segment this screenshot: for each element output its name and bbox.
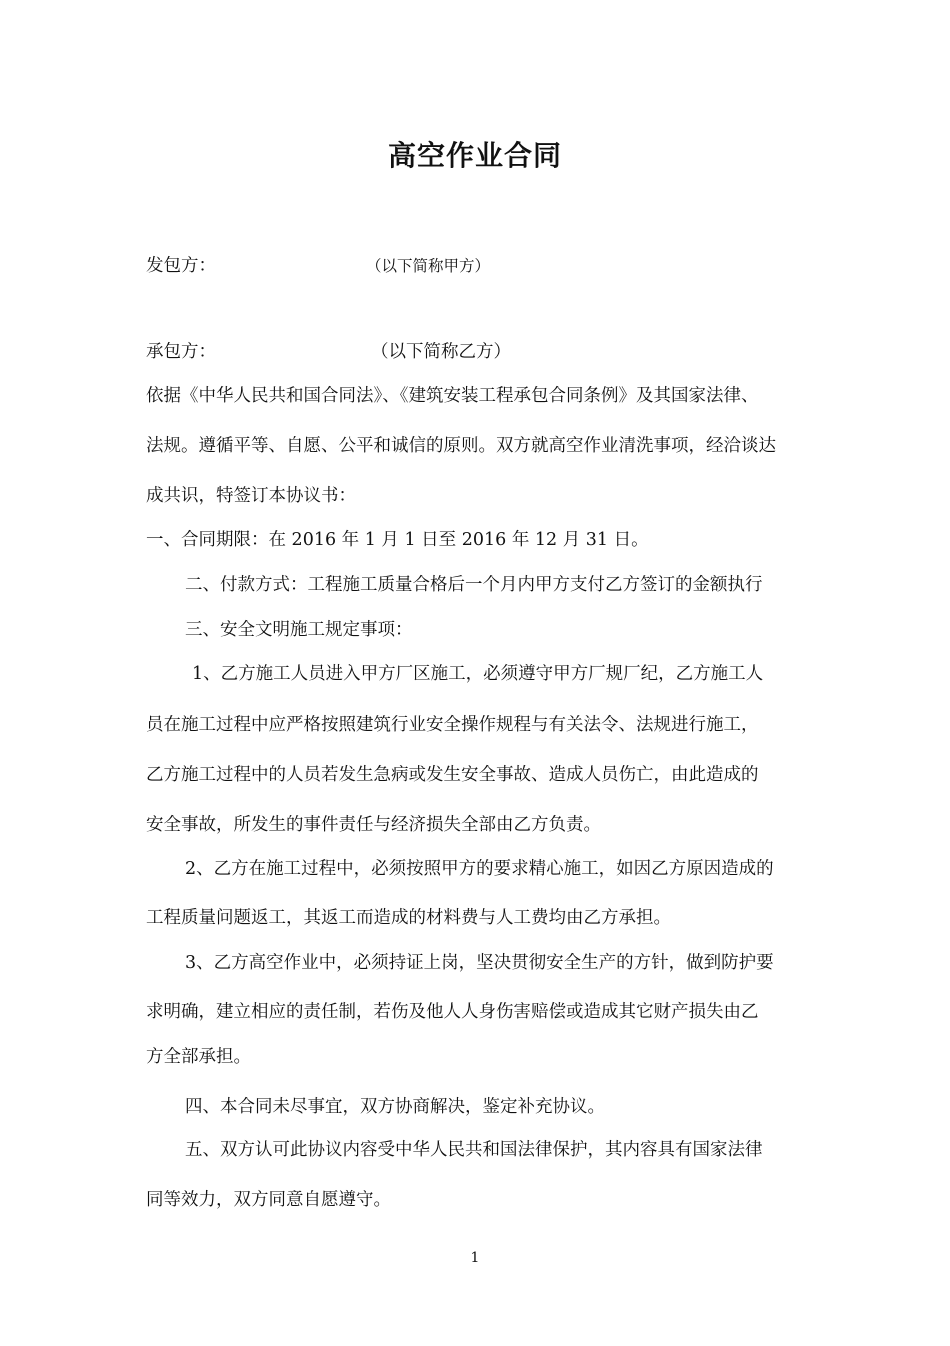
document-title: 高空作业合同 [387, 139, 562, 172]
party-a-note: （以下简称甲方） [366, 257, 491, 275]
item-3-line-3: 方全部承担。 [146, 1047, 251, 1067]
item-3-line-2: 求明确，建立相应的责任制，若伤及他人人身伤害赔偿或造成其它财产损失由乙 [146, 1002, 759, 1022]
item-1-line-3: 乙方施工过程中的人员若发生急病或发生安全事故、造成人员伤亡，由此造成的 [146, 765, 759, 785]
party-a-label: 发包方： [146, 256, 216, 276]
clause-5-line-1: 五、双方认可此协议内容受中华人民共和国法律保护，其内容具有国家法律 [185, 1140, 763, 1160]
item-2-line-2: 工程质量问题返工，其返工而造成的材料费与人工费均由乙方承担。 [146, 908, 671, 928]
party-b-line [146, 340, 816, 364]
item-1-line-2: 员在施工过程中应严格按照建筑行业安全操作规程与有关法令、法规进行施工， [146, 715, 759, 735]
party-b-label: 承包方： [146, 342, 216, 362]
clause-5-line-2: 同等效力，双方同意自愿遵守。 [146, 1190, 391, 1210]
party-b-note: （以下简称乙方） [371, 342, 511, 362]
intro-line-1: 依据《中华人民共和国合同法》、《建筑安装工程承包合同条例》及其国家法律、 [146, 386, 759, 406]
clause-4: 四、本合同未尽事宜，双方协商解决，鉴定补充协议。 [185, 1097, 605, 1117]
party-a-line [146, 254, 816, 278]
item-2-line-1: 2、乙方在施工过程中，必须按照甲方的要求精心施工，如因乙方原因造成的 [185, 859, 774, 879]
clause-2: 二、付款方式：工程施工质量合格后一个月内甲方支付乙方签订的金额执行 [185, 575, 763, 595]
clause-1: 一、合同期限：在 2016 年 1 月 1 日至 2016 年 12 月 31 日。 [146, 530, 649, 550]
clause-3: 三、安全文明施工规定事项： [185, 620, 413, 640]
item-1-line-4: 安全事故，所发生的事件责任与经济损失全部由乙方负责。 [146, 815, 601, 835]
item-3-line-1: 3、乙方高空作业中，必须持证上岗，坚决贯彻安全生产的方针，做到防护要 [185, 953, 774, 973]
intro-line-3: 成共识，特签订本协议书： [146, 486, 356, 506]
item-1-line-1: 1、乙方施工人员进入甲方厂区施工，必须遵守甲方厂规厂纪，乙方施工人 [192, 664, 764, 684]
page-number: 1 [470, 1250, 480, 1266]
intro-line-2: 法规。遵循平等、自愿、公平和诚信的原则。双方就高空作业清洗事项，经洽谈达 [146, 436, 776, 456]
